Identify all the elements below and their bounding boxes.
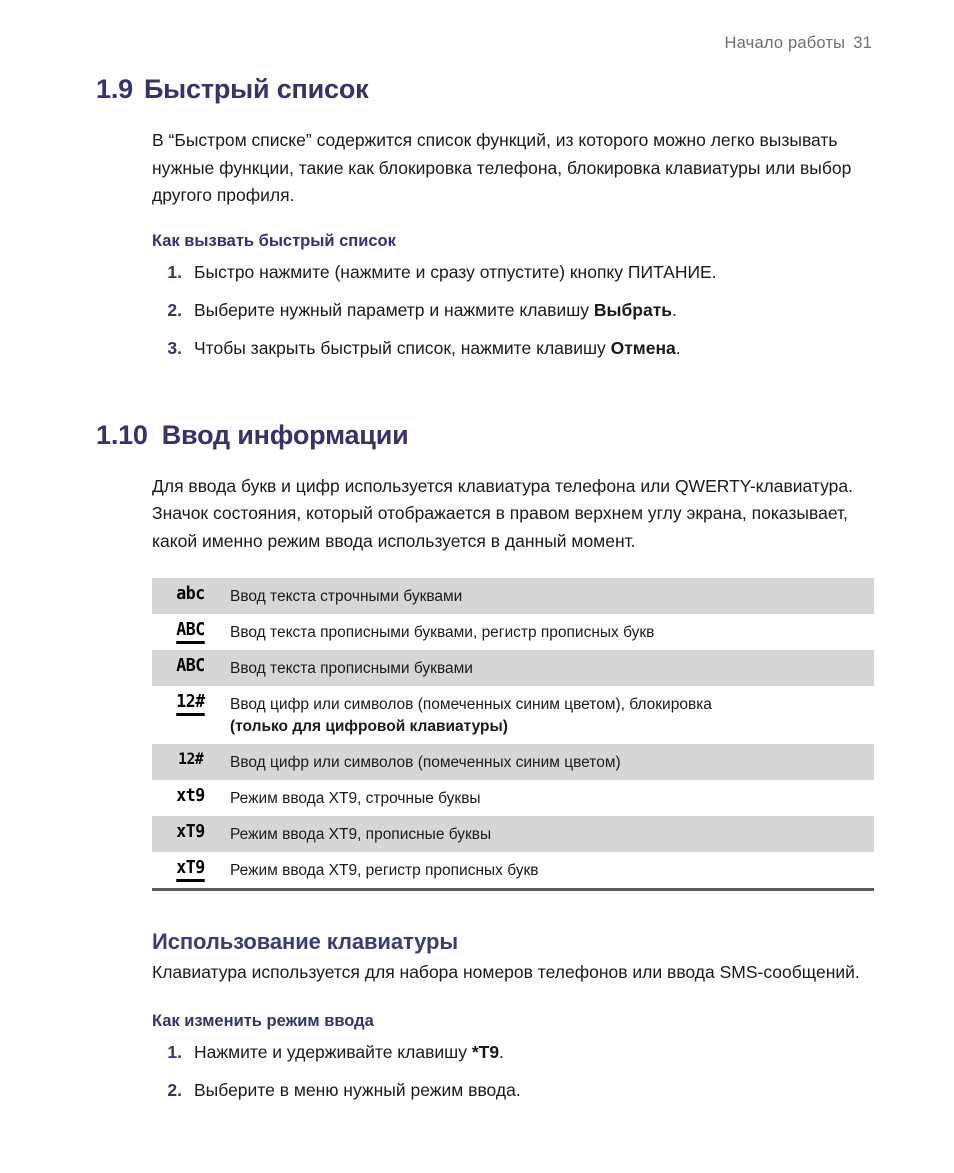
step-number: 1. <box>167 1042 182 1063</box>
step-text-bold: Отмена <box>610 338 676 359</box>
table-row-description <box>230 656 874 680</box>
desc-line2: (только для цифровой клавиатуры) <box>230 717 508 735</box>
step-text-pre: Нажмите и удерживайте клавишу <box>194 1042 472 1063</box>
desc-line1: Режим ввода XT9, прописные буквы <box>230 825 492 843</box>
step-text-post: . <box>499 1042 504 1063</box>
step-text-bold: *T9 <box>471 1042 500 1063</box>
step-text-pre: Чтобы закрыть быстрый список, нажмите клавишу <box>194 338 611 359</box>
howto-input-mode-heading: Как изменить режим ввода <box>152 1012 374 1031</box>
section-1-9-body <box>152 127 886 362</box>
step-number: 2. <box>167 1080 182 1101</box>
section-1-10 <box>96 420 886 1104</box>
desc-line1: Ввод текста прописными буквами <box>230 659 473 677</box>
status-icon-abc-uppercase: ABC <box>176 654 206 676</box>
list-item <box>152 335 886 361</box>
status-icon-numeric-lock: 12# <box>152 692 230 716</box>
table-row <box>152 744 874 780</box>
step-text <box>194 1039 886 1065</box>
list-item <box>152 297 886 323</box>
table-row <box>152 650 874 686</box>
step-text-pre: Выберите в меню нужный режим ввода. <box>194 1080 521 1101</box>
step-number: 2. <box>167 300 182 321</box>
step-text-bold: Выбрать <box>593 300 673 321</box>
step-text <box>194 259 886 285</box>
section-1-9-title: Быстрый список <box>143 74 369 104</box>
desc-line1: Ввод текста прописными буквами, регистр прописных букв <box>230 623 655 641</box>
status-icon-xt9-caps-lock: xT9 <box>152 858 230 882</box>
header-title: Начало работы <box>724 34 846 52</box>
table-row <box>152 780 874 816</box>
section-1-10-paragraph: Для ввода букв и цифр используется клавиатура телефона или QWERTY-клавиатура. Значок состояния, который отображается в правом верхнем углу экрана, показывает, какой именно режим ввода используется в данный момент. <box>152 475 853 551</box>
step-number: 3. <box>167 338 182 359</box>
table-row-description <box>230 692 874 738</box>
table-row <box>152 852 874 888</box>
table-row <box>152 686 874 744</box>
step-text-pre: Быстро нажмите (нажмите и сразу отпустите) кнопку ПИТАНИЕ. <box>194 261 717 282</box>
step-number: 1. <box>167 261 182 282</box>
desc-line1: Ввод цифр или символов (помеченных синим цветом), блокировка <box>230 695 712 713</box>
status-icon-abc-lowercase: abc <box>176 582 206 604</box>
section-1-10-heading <box>96 420 886 451</box>
section-1-10-title: Ввод информации <box>161 419 409 450</box>
desc-line1: Режим ввода XT9, строчные буквы <box>230 789 481 807</box>
table-row-description <box>230 750 874 774</box>
table-row <box>152 816 874 852</box>
section-1-10-body <box>152 473 886 556</box>
section-1-9-number: 1.9 <box>96 74 133 104</box>
desc-line1: Ввод текста строчными буквами <box>230 587 463 605</box>
howto-input-mode-steps <box>152 1039 886 1104</box>
step-text-post: . <box>675 338 681 359</box>
howto-quicklist-steps <box>152 259 886 362</box>
list-item <box>152 1039 886 1065</box>
table-row <box>152 578 874 614</box>
howto-input-mode-block <box>152 1012 886 1104</box>
step-text-post: . <box>672 300 677 321</box>
table-row-description <box>230 584 874 608</box>
section-1-9-heading <box>96 74 886 105</box>
table-row-description <box>230 620 874 644</box>
step-text <box>194 297 886 323</box>
status-icon-numeric: 12# <box>178 748 204 768</box>
desc-line1: Ввод цифр или символов (помеченных синим цветом) <box>230 753 621 771</box>
status-icon-abc-caps-lock: ABC <box>152 620 230 644</box>
step-text <box>194 1077 886 1103</box>
table-row-description <box>230 786 874 810</box>
status-icon-xt9-uppercase: xT9 <box>176 820 206 842</box>
step-text <box>194 335 886 361</box>
howto-quicklist-heading: Как вызвать быстрый список <box>152 231 396 250</box>
page-running-header <box>725 34 872 53</box>
page-number: 31 <box>853 34 872 52</box>
section-1-9 <box>96 74 886 362</box>
table-row <box>152 614 874 650</box>
list-item <box>152 259 886 285</box>
table-row-description <box>230 858 874 882</box>
input-mode-icon-table <box>152 578 874 891</box>
section-1-9-paragraph: В “Быстром списке” содержится список функций, из которого можно легко вызывать нужные функции, такие как блокировка телефона, блокировка клавиатуры или выбор другого профиля. <box>152 130 852 206</box>
status-icon-xt9-lowercase: xt9 <box>176 784 206 806</box>
desc-line1: Режим ввода XT9, регистр прописных букв <box>230 861 539 879</box>
list-item <box>152 1077 886 1103</box>
page-content <box>96 74 886 1104</box>
keyboard-usage-paragraph: Клавиатура используется для набора номеров телефонов или ввода SMS-сообщений. <box>152 961 860 982</box>
table-row-description <box>230 822 874 846</box>
section-1-10-number: 1.10 <box>96 419 148 450</box>
keyboard-usage-block <box>152 929 886 1104</box>
step-text-pre: Выберите нужный параметр и нажмите клавишу <box>194 300 594 321</box>
keyboard-usage-heading: Использование клавиатуры <box>152 928 459 954</box>
